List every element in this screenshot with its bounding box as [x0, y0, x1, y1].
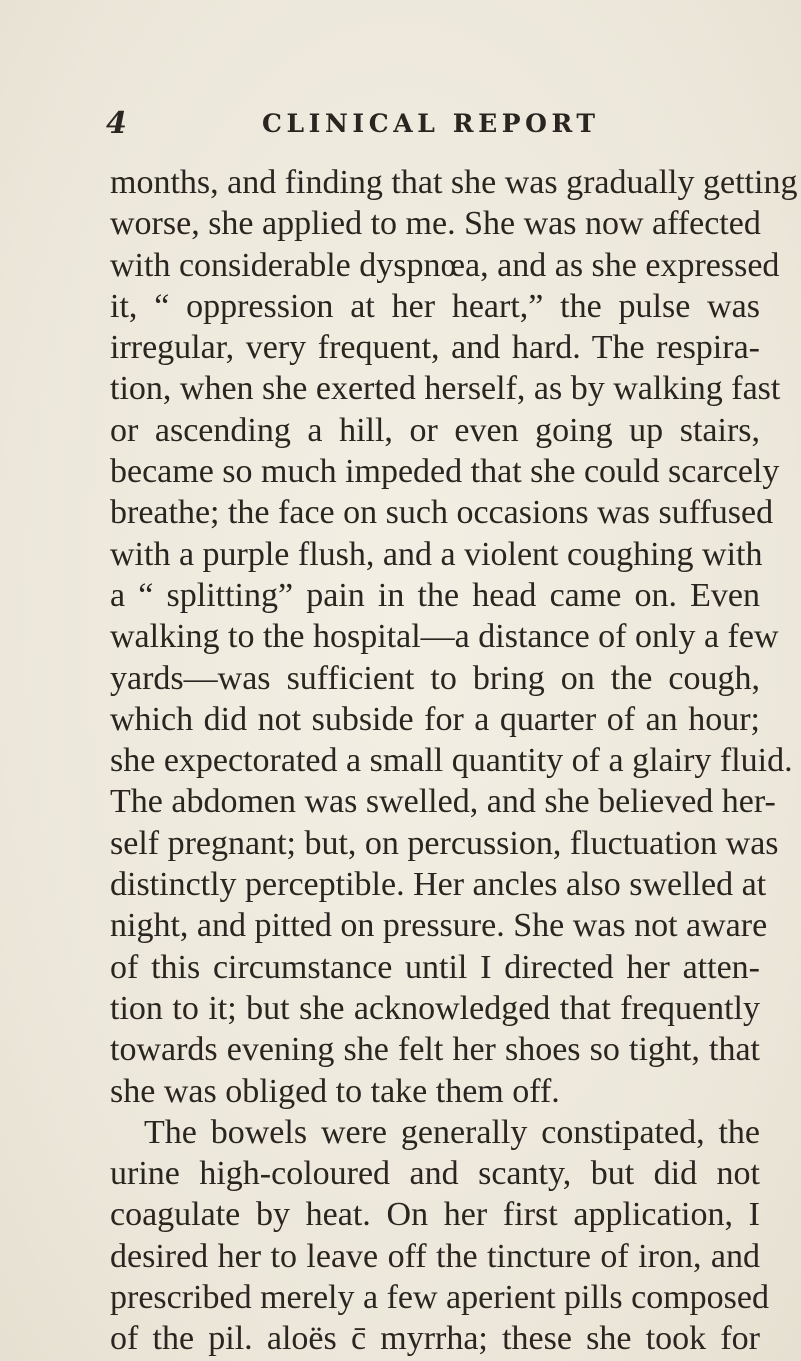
text-line: night, and pitted on pressure. She was not aware: [110, 907, 768, 945]
text-line: prescribed merely a few aperient pills composed: [110, 1279, 769, 1317]
text-line: months, and finding that she was gradually getting: [110, 164, 798, 201]
text-line: tion, when she exerted herself, as by walking fast: [110, 370, 781, 408]
text-line: tion to it; but she acknowledged that frequently: [110, 989, 760, 1027]
text-line: The abdomen was swelled, and she believed her-: [110, 783, 776, 821]
text-line: with considerable dyspnœa, and as she expressed: [110, 246, 780, 284]
text-line: self pregnant; but, on percussion, fluctuation was: [110, 824, 779, 862]
body-text: [110, 162, 798, 1360]
running-head: CLINICAL REPORT: [262, 109, 600, 138]
text-line: she expectorated a small quantity of a glairy fluid.: [110, 742, 793, 780]
text-line: of this circumstance until I directed her atten-: [110, 948, 760, 986]
text-line: urine high-coloured and scanty, but did not: [110, 1155, 760, 1193]
text-line: or ascending a hill, or even going up stairs,: [110, 411, 760, 449]
paragraph-start-line: The bowels were generally constipated, the: [144, 1113, 760, 1151]
text-line: it, “ oppression at her heart,” the pulse was: [110, 287, 760, 325]
text-line: desired her to leave off the tincture of iron, and: [110, 1237, 760, 1275]
text-line: yards—was sufficient to bring on the cough,: [110, 659, 760, 697]
text-line: towards evening she felt her shoes so tight, that: [110, 1031, 760, 1069]
text-line: worse, she applied to me. She was now affected: [110, 205, 761, 243]
text-line: coagulate by heat. On her first application, I: [110, 1196, 760, 1234]
text-line: breathe; the face on such occasions was suffused: [110, 494, 774, 532]
text-line: of the pil. aloës c̄ myrrha; these she took for: [110, 1320, 760, 1358]
page-header: [0, 104, 801, 144]
text-line: which did not subside for a quarter of an hour;: [110, 700, 760, 738]
text-line: a “ splitting” pain in the head came on. Even: [110, 576, 760, 614]
text-line: irregular, very frequent, and hard. The respira-: [110, 329, 760, 367]
text-line: walking to the hospital—a distance of only a few: [110, 618, 779, 656]
text-line: became so much impeded that she could scarcely: [110, 453, 780, 491]
text-line: distinctly perceptible. Her ancles also swelled at: [110, 866, 767, 904]
text-line: with a purple flush, and a violent coughing with: [110, 535, 763, 573]
paragraph-end-line: she was obliged to take them off.: [110, 1072, 560, 1110]
page-number: 4: [106, 106, 127, 141]
